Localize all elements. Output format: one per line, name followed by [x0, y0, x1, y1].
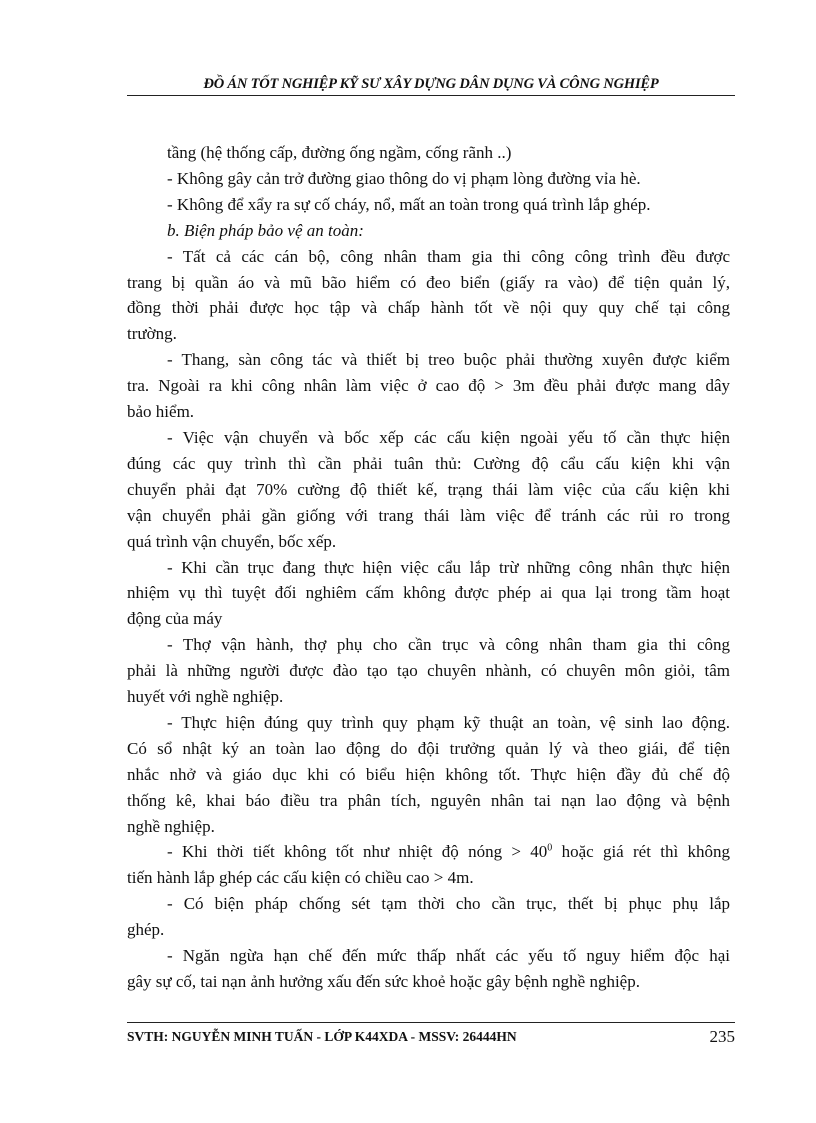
- paragraph-line: - Việc vận chuyển và bốc xếp các cấu kiện ngoài yếu tố cần thực hiện: [167, 427, 730, 447]
- paragraph-line: phải là những người được đào tạo tạo chuyên nhành, có chuyên môn giỏi, tâm: [127, 661, 730, 681]
- student-info: SVTH: NGUYỄN MINH TUẤN - LỚP K44XDA - MSSV: 26444HN: [127, 1029, 517, 1044]
- header-divider: [127, 95, 735, 96]
- document-body: [127, 140, 730, 995]
- paragraph-line: - Khi cần trục đang thực hiện việc cẩu lắp trừ những công nhân thực hiện: [167, 557, 730, 577]
- paragraph-line: trang bị quần áo và mũ bão hiểm có đeo biển (giấy ra vào) để tiện quản lý,: [127, 272, 730, 292]
- paragraph-line: tra. Ngoài ra khi công nhân làm việc ở cao độ > 3m đều phải được mang dây: [127, 376, 730, 396]
- paragraph-line: đúng các quy trình thì cần phải tuân thủ: Cường độ cẩu cấu kiện khi vận: [127, 453, 730, 473]
- paragraph-line: nhiệm vụ thì tuyệt đối nghiêm cấm không được phép ai qua lại trong tầm hoạt: [127, 583, 730, 603]
- footer-divider: [127, 1022, 735, 1023]
- paragraph-line: đồng thời phải được học tập và chấp hành tốt về nội quy quy chế tại công: [127, 298, 730, 318]
- paragraph-line: - Ngăn ngừa hạn chế đến mức thấp nhất các yếu tố nguy hiểm độc hại: [167, 946, 730, 966]
- paragraph-line: [167, 839, 730, 865]
- paragraph-line: động của máy: [127, 609, 223, 629]
- paragraph-line: - Không gây cản trở đường giao thông do vị phạm lòng đường vỉa hè.: [167, 168, 641, 188]
- paragraph-line: bảo hiểm.: [127, 402, 195, 422]
- paragraph-line: trường.: [127, 324, 177, 344]
- line-text: hoặc giá rét thì không: [552, 842, 730, 862]
- paragraph-line: - Thang, sàn công tác và thiết bị treo buộc phải thường xuyên được kiểm: [167, 350, 730, 370]
- footer-bar: [127, 1029, 735, 1045]
- paragraph-line: ghép.: [127, 920, 165, 940]
- paragraph-line: nhắc nhở và giáo dục khi có biểu hiện không tốt. Thực hiện đầy đủ chế độ: [127, 764, 730, 784]
- line-text: - Khi thời tiết không tốt như nhiệt độ nóng > 40: [167, 842, 548, 862]
- paragraph-line: - Thực hiện đúng quy trình quy phạm kỹ thuật an toàn, vệ sinh lao động.: [167, 712, 730, 732]
- paragraph-line: huyết với nghề nghiệp.: [127, 687, 284, 707]
- paragraph-line: Có sổ nhật ký an toàn lao động do đội trưởng quản lý và theo giái, để tiện: [127, 738, 730, 758]
- paragraph-line: nghề nghiệp.: [127, 816, 215, 836]
- paragraph-line: - Không để xẩy ra sự cố cháy, nổ, mất an toàn trong quá trình lắp ghép.: [167, 194, 651, 214]
- paragraph-line: quá trình vận chuyển, bốc xếp.: [127, 531, 337, 551]
- paragraph-line: chuyển phải đạt 70% cường độ thiết kế, trạng thái làm việc của cấu kiện khi: [127, 479, 730, 499]
- paragraph-line: gây sự cố, tai nạn ảnh hưởng xấu đến sức khoẻ hoặc gây bệnh nghề nghiệp.: [127, 972, 640, 991]
- paragraph-line: - Có biện pháp chống sét tạm thời cho cần trục, thết bị phục phụ lắp: [167, 894, 730, 914]
- header-title: ĐỒ ÁN TỐT NGHIỆP KỸ SƯ XÂY DỰNG DÂN DỤNG VÀ CÔNG NGHIỆP: [203, 76, 659, 92]
- paragraph-line: tiến hành lắp ghép các cấu kiện có chiều cao > 4m.: [127, 868, 474, 888]
- paragraph-line: vận chuyển phải gần giống với trang thái làm việc để tránh các rủi ro trong: [127, 505, 730, 525]
- paragraph-line: - Thợ vận hành, thợ phụ cho cần trục và công nhân tham gia thi công: [167, 635, 730, 655]
- paragraph-line: thống kê, khai báo điều tra phân tích, nguyên nhân tai nạn lao động và bệnh: [127, 790, 730, 810]
- superscript: 0: [547, 842, 553, 854]
- paragraph-line: - Tất cả các cán bộ, công nhân tham gia thi công công trình đều được: [167, 246, 730, 266]
- section-heading: b. Biện pháp bảo vệ an toàn:: [167, 220, 364, 240]
- paragraph-line: tầng (hệ thống cấp, đường ống ngầm, cống rãnh ..): [167, 143, 512, 162]
- page-number: 235: [709, 1027, 735, 1046]
